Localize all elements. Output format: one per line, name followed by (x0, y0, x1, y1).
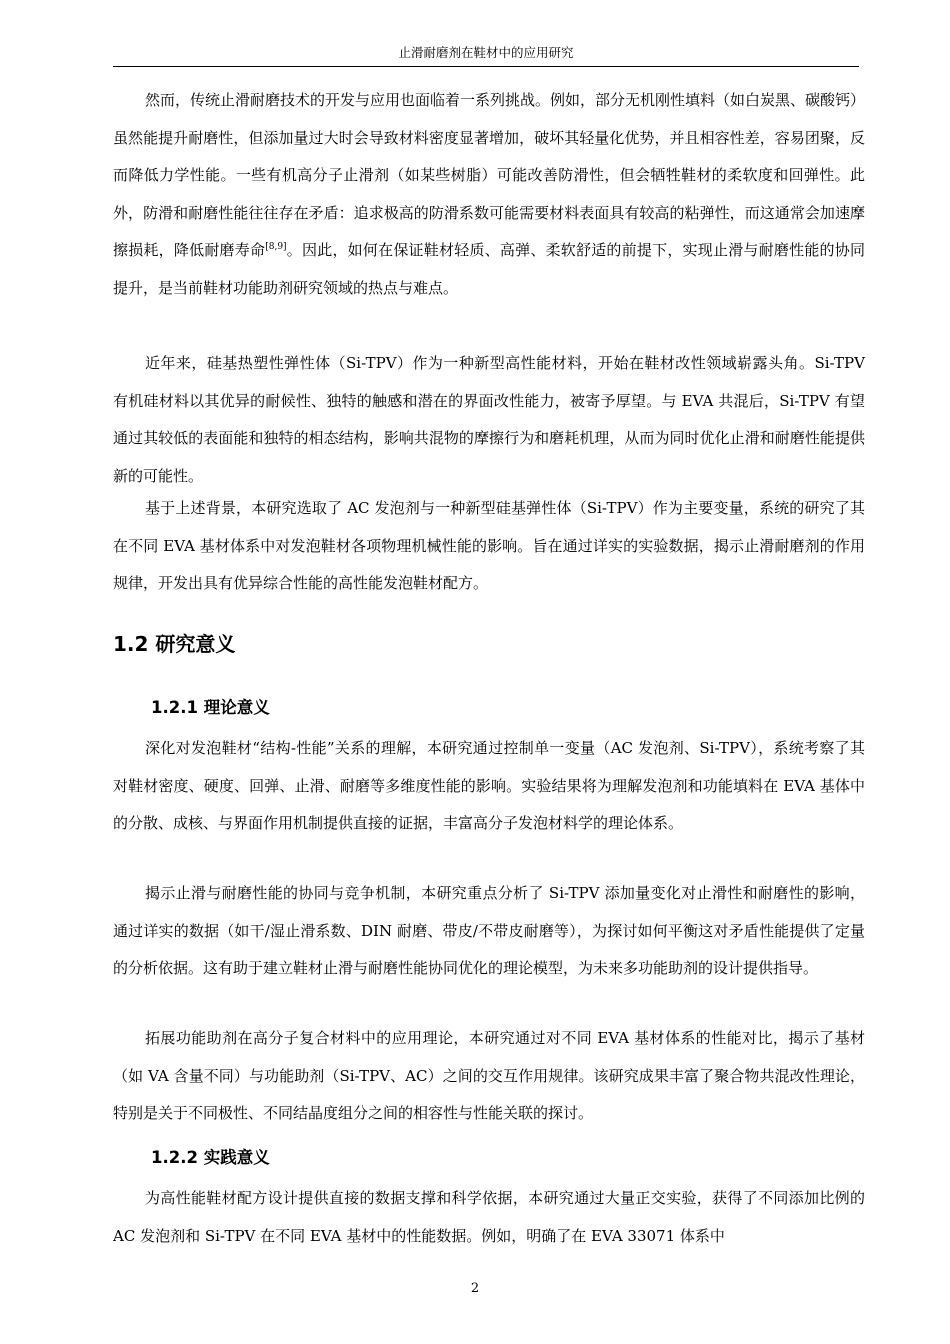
page-number: 2 (470, 1281, 480, 1296)
subsection-heading-practical: 1.2.2 实践意义 (151, 1148, 270, 1167)
running-header-title: 止滑耐磨剂在鞋材中的应用研究 (398, 45, 574, 60)
paragraph-challenges-text: 然而，传统止滑耐磨技术的开发与应用也面临着一系列挑战。例如，部分无机刚性填料（如白炭黑、碳酸钙）虽然能提升耐磨性，但添加量过大时会导致材料密度显著增加，破坏其轻量化优势，并且相容性差，容易团聚，反而降低力学性能。一些有机高分子止滑剂（如某些树脂）可能改善防滑性，但会牺牲鞋材的柔软度和回弹性。此外，防滑和耐磨性能往往存在矛盾：追求极高的防滑系数可能需要材料表面具有较高的粘弹性，而这通常会加速摩擦损耗，降低耐磨寿命 (113, 91, 866, 259)
citation: [8,9] (265, 242, 287, 252)
paragraph-challenges (113, 82, 865, 307)
paragraph-practical: 为高性能鞋材配方设计提供直接的数据支撑和科学依据，本研究通过大量正交实验，获得了不同添加比例的 AC 发泡剂和 Si-TPV 在不同 EVA 基材中的性能数据。例如，明确了在 EVA 33071 体系中 (113, 1189, 865, 1245)
paragraph-challenges-text-cont: 。因此，如何在保证鞋材轻质、高弹、柔软舒适的前提下，实现止滑与耐磨性能的协同提升，是当前鞋材功能助剂研究领域的热点与难点。 (113, 241, 865, 297)
section-heading-research-significance: 1.2 研究意义 (113, 632, 236, 656)
paragraph-additive-theory: 拓展功能助剂在高分子复合材料中的应用理论，本研究通过对不同 EVA 基材体系的性能对比，揭示了基材（如 VA 含量不同）与功能助剂（Si-TPV、AC）之间的交互作用规律。该研究成果丰富了聚合物共混改性理论，特别是关于不同极性、不同结晶度组分之间的相容性与性能关联的探讨。 (113, 1029, 865, 1122)
paragraph-si-tpv: 近年来，硅基热塑性弹性体（Si-TPV）作为一种新型高性能材料，开始在鞋材改性领域崭露头角。Si-TPV 有机硅材料以其优异的耐候性、独特的触感和潜在的界面改性能力，被寄予厚望。与 EVA 共混后，Si-TPV 有望通过其较低的表面能和独特的相态结构，影响共混物的摩擦行为和磨耗机理，从而为同时优化止滑和耐磨性能提供新的可能性。 (113, 354, 865, 485)
subsection-heading-theoretical: 1.2.1 理论意义 (151, 698, 270, 717)
paragraph-structure-performance: 深化对发泡鞋材“结构-性能”关系的理解，本研究通过控制单一变量（AC 发泡剂、Si-TPV），系统考察了其对鞋材密度、硬度、回弹、止滑、耐磨等多维度性能的影响。实验结果将为理解发泡剂和功能填料在 EVA 基体中的分散、成核、与界面作用机制提供直接的证据，丰富高分子发泡材料学的理论体系。 (113, 739, 865, 832)
running-header (113, 46, 859, 67)
paragraph-synergy: 揭示止滑与耐磨性能的协同与竞争机制，本研究重点分析了 Si-TPV 添加量变化对止滑性和耐磨性的影响，通过详实的数据（如干/湿止滑系数、DIN 耐磨、带皮/不带皮耐磨等），为探讨如何平衡这对矛盾性能提供了定量的分析依据。这有助于建立鞋材止滑与耐磨性能协同优化的理论模型，为未来多功能助剂的设计提供指导。 (113, 884, 865, 977)
paragraph-background: 基于上述背景，本研究选取了 AC 发泡剂与一种新型硅基弹性体（Si-TPV）作为主要变量，系统的研究了其在不同 EVA 基材体系中对发泡鞋材各项物理机械性能的影响。旨在通过详实的实验数据，揭示止滑耐磨剂的作用规律，开发出具有优异综合性能的高性能发泡鞋材配方。 (113, 499, 865, 592)
